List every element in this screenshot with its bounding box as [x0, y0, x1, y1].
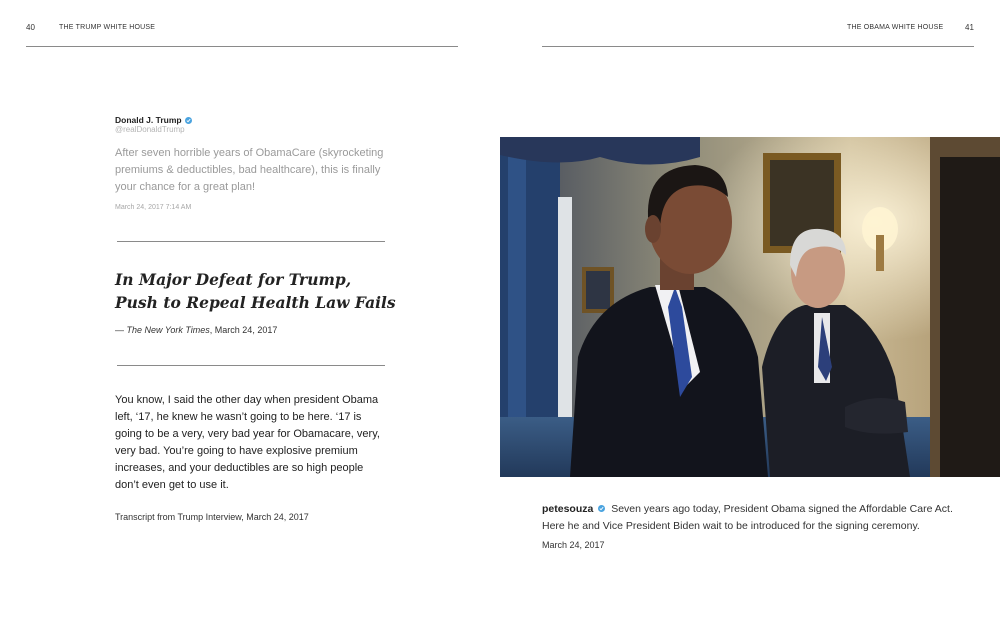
headline-source: [115, 325, 277, 335]
verified-icon: [185, 117, 192, 124]
page-number-left: 40: [26, 23, 35, 32]
divider: [117, 241, 385, 242]
tweet-text: After seven horrible years of ObamaCare (skyrocketing premiums & deductibles, bad healthcare), this is finally your chance for a great plan!: [115, 147, 384, 193]
headline: [115, 268, 405, 314]
tweet-date: March 24, 2017 7:14 AM: [115, 204, 192, 211]
photo: [500, 137, 1000, 477]
quote-source: Transcript from Trump Interview, March 24, 2017: [115, 512, 309, 522]
source-prefix: —: [115, 325, 127, 335]
source-publication: The New York Times: [126, 325, 210, 335]
caption-text: Seven years ago today, President Obama signed the Affordable Care Act. Here he and Vice President Biden wait to be introduced for the signing ceremony.: [542, 503, 953, 532]
header-rule-left: [26, 46, 458, 47]
photo-caption: [542, 501, 962, 535]
headline-line-2: Push to Repeal Health Law Fails: [115, 293, 396, 312]
caption-date: March 24, 2017: [542, 540, 605, 550]
caption-username: petesouza: [542, 503, 594, 515]
verified-icon: [598, 505, 605, 512]
tweet-author: [115, 115, 192, 125]
tweet-handle: @realDonaldTrump: [115, 125, 185, 134]
tweet-author-name: Donald J. Trump: [115, 115, 182, 125]
running-head-right: THE OBAMA WHITE HOUSE: [847, 24, 944, 31]
interview-quote: You know, I said the other day when president Obama left, ‘17, he knew he wasn’t going to be here. ‘17 is going to be a very, very bad year for Obamacare, very, very bad. You’re going to have explosive premium increases, and your deductibles are so high people don’t even get to use it.: [115, 394, 380, 491]
photo-illustration: [500, 137, 1000, 477]
header-rule-right: [542, 46, 974, 47]
source-date: , March 24, 2017: [209, 325, 278, 335]
running-head-left: THE TRUMP WHITE HOUSE: [59, 24, 156, 31]
divider: [117, 365, 385, 366]
page-number-right: 41: [965, 23, 974, 32]
headline-line-1: In Major Defeat for Trump,: [115, 270, 352, 289]
